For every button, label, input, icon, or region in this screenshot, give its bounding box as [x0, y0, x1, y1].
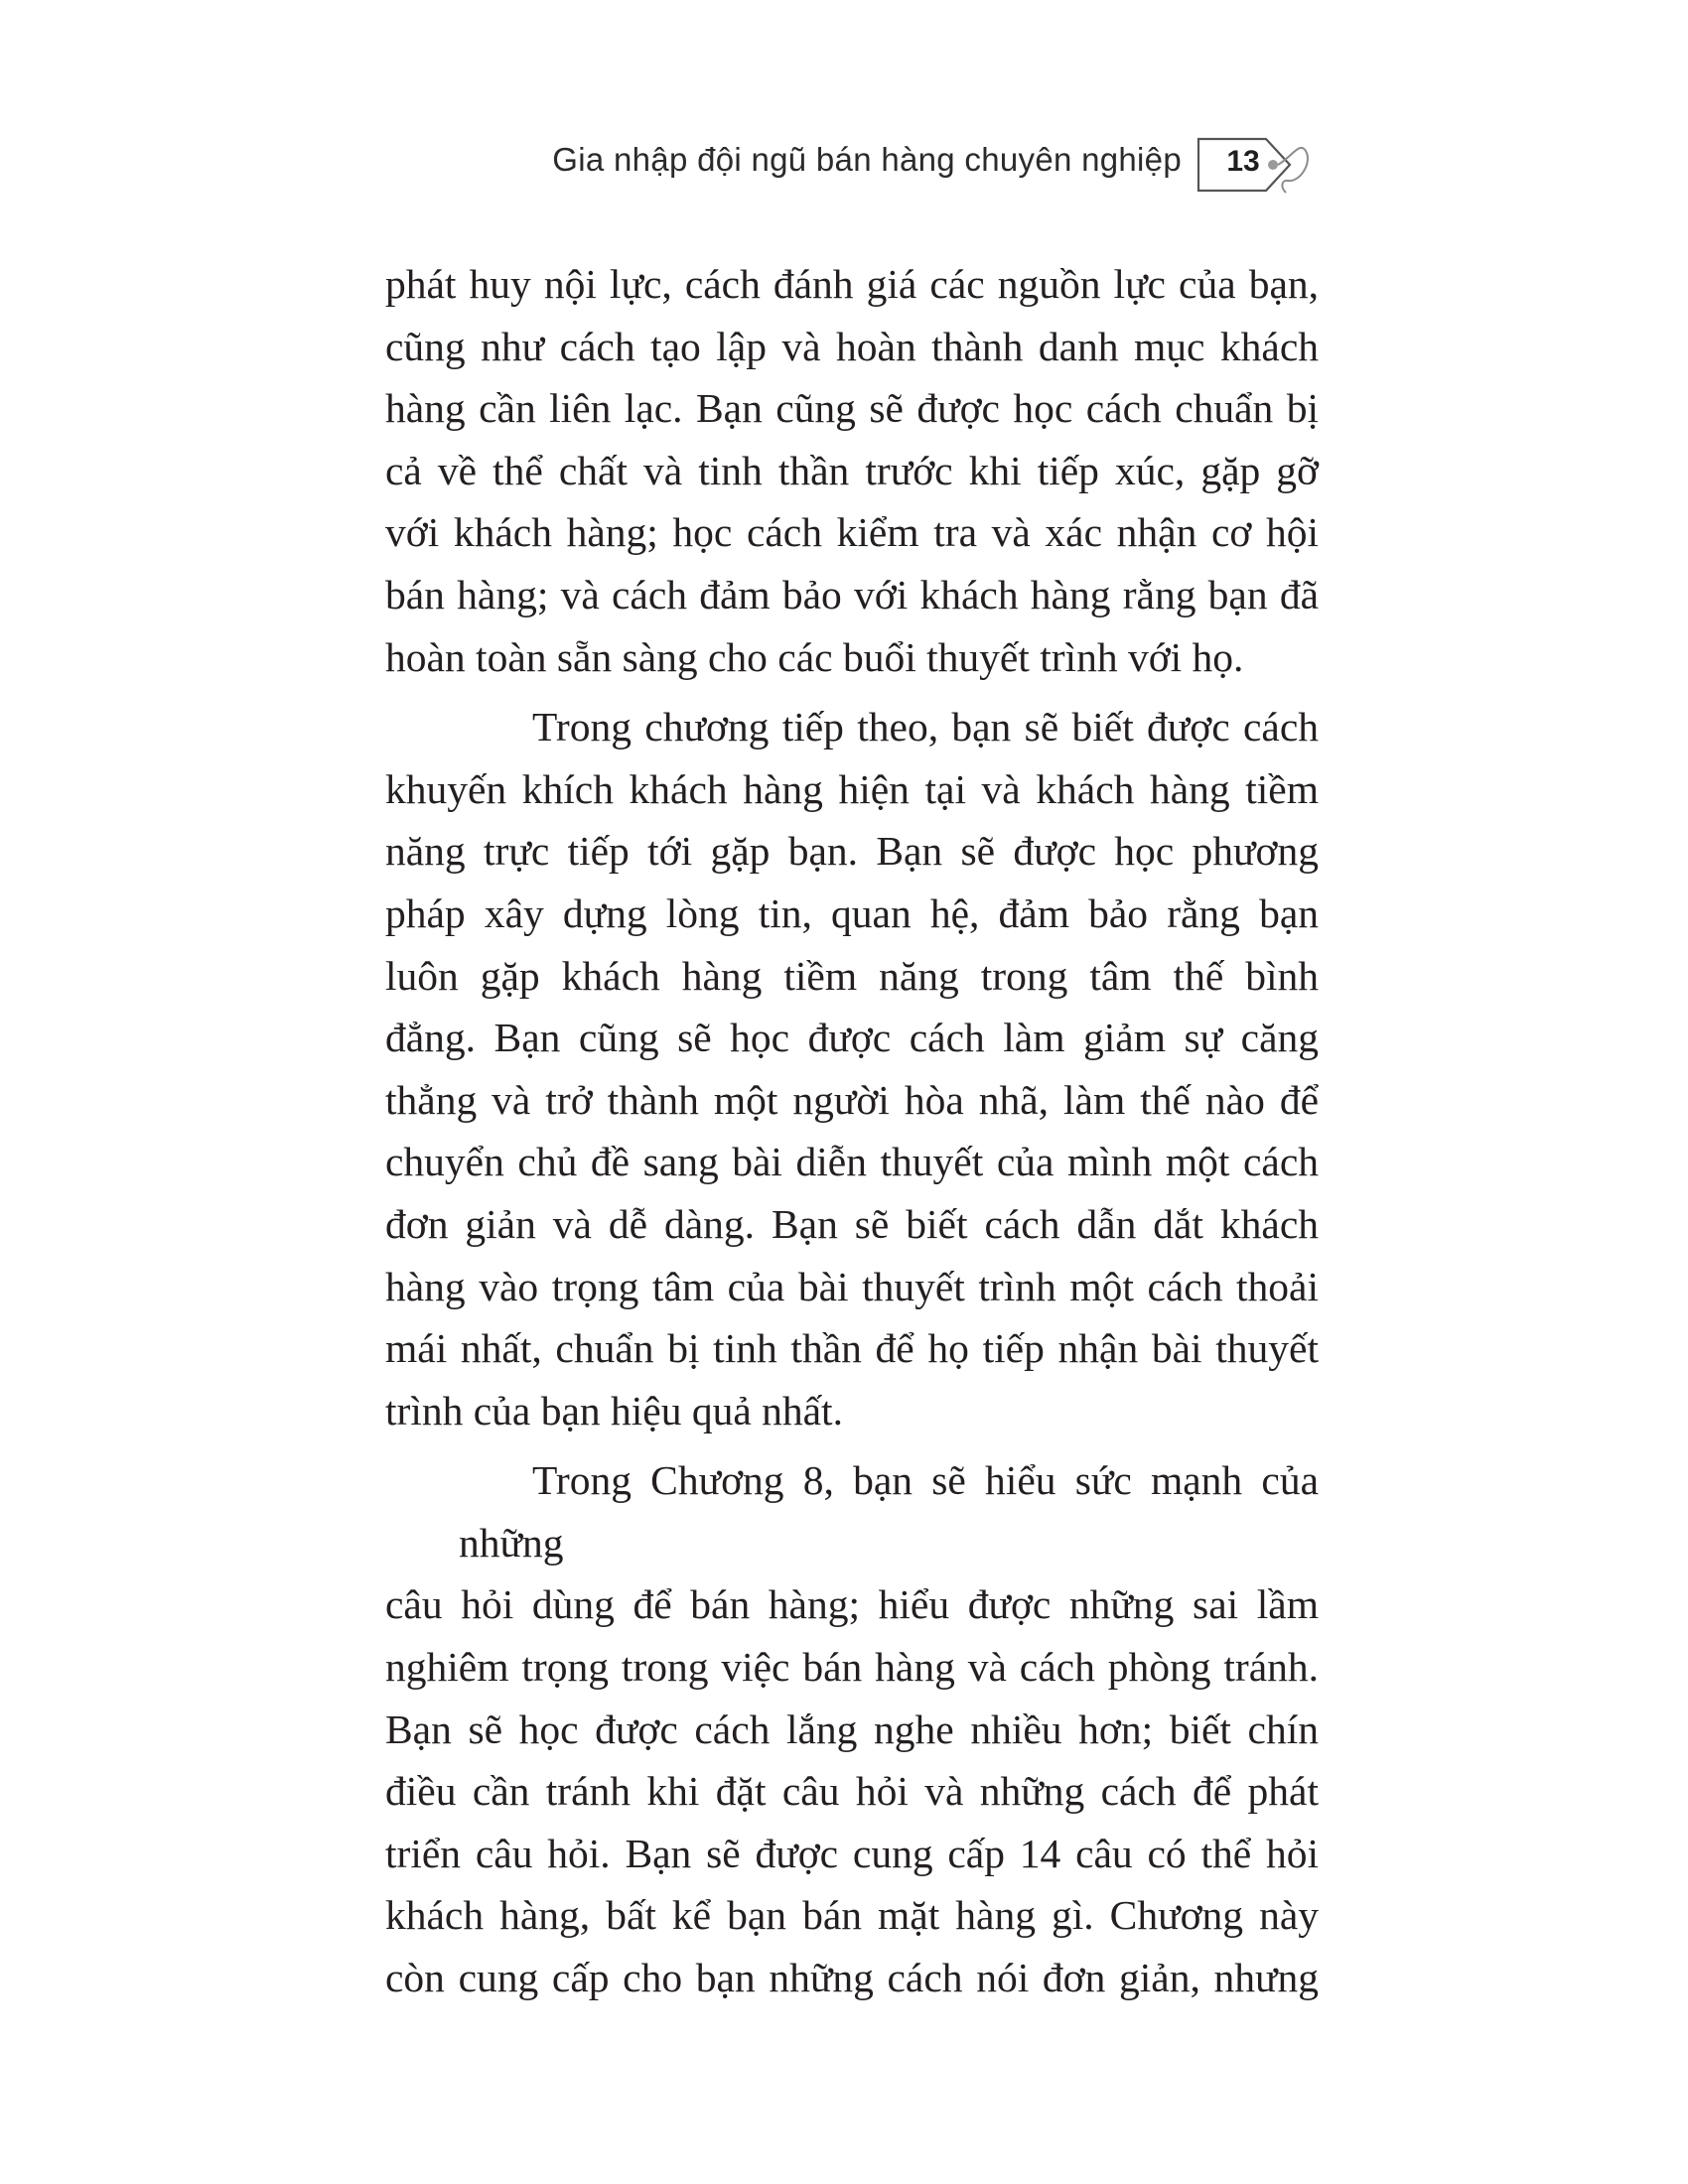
text-line: khách hàng, bất kể bạn bán mặt hàng gì. Chương này [385, 1892, 1319, 1939]
text-line: hàng vào trọng tâm của bài thuyết trình một cách thoải [385, 1263, 1319, 1309]
text-line: còn cung cấp cho bạn những cách nói đơn giản, nhưng [385, 1955, 1319, 2001]
text-line: trình của bạn hiệu quả nhất. [385, 1387, 843, 1433]
text-line: luôn gặp khách hàng tiềm năng trong tâm thế bình [385, 952, 1319, 999]
text-line: phát huy nội lực, cách đánh giá các nguồn lực của bạn, [385, 261, 1319, 307]
text-line: câu hỏi dùng để bán hàng; hiểu được những sai lầm [385, 1581, 1319, 1628]
paragraph [385, 696, 1319, 1441]
paragraph [385, 253, 1319, 688]
text-line: hàng cần liên lạc. Bạn cũng sẽ được học cách chuẩn bị [385, 385, 1319, 432]
text-line: Trong Chương 8, bạn sẽ hiểu sức mạnh của những [459, 1457, 1319, 1566]
text-line: Bạn sẽ học được cách lắng nghe nhiều hơn; biết chín [385, 1706, 1319, 1752]
body-text [385, 253, 1319, 2017]
running-header [0, 137, 1688, 197]
text-line: cả về thể chất và tinh thần trước khi tiếp xúc, gặp gỡ [385, 447, 1319, 493]
text-line: hoàn toàn sẵn sàng cho các buổi thuyết trình với họ. [385, 633, 1244, 680]
text-line: thẳng và trở thành một người hòa nhã, làm thế nào để [385, 1076, 1319, 1123]
page-number-tag [1196, 137, 1316, 199]
running-title: Gia nhập đội ngũ bán hàng chuyên nghiệp [552, 141, 1182, 178]
text-line: khuyến khích khách hàng hiện tại và khách hàng tiềm [385, 765, 1319, 812]
text-line: nghiêm trọng trong việc bán hàng và cách phòng tránh. [385, 1644, 1319, 1691]
text-line: với khách hàng; học cách kiểm tra và xác nhận cơ hội [385, 509, 1319, 556]
page-number: 13 [1226, 145, 1260, 178]
paragraph [385, 1449, 1319, 2008]
text-line: đẳng. Bạn cũng sẽ học được cách làm giảm sự căng [385, 1015, 1319, 1061]
text-line: đơn giản và dễ dàng. Bạn sẽ biết cách dẫn dắt khách [385, 1200, 1319, 1247]
text-line: năng trực tiếp tới gặp bạn. Bạn sẽ được học phương [385, 828, 1319, 875]
text-line: điều cần tránh khi đặt câu hỏi và những cách để phát [385, 1768, 1319, 1815]
text-line: Trong chương tiếp theo, bạn sẽ biết được cách [532, 704, 1319, 751]
text-line: cũng như cách tạo lập và hoàn thành danh mục khách [385, 323, 1319, 369]
text-line: pháp xây dựng lòng tin, quan hệ, đảm bảo rằng bạn [385, 889, 1319, 936]
text-line: triển câu hỏi. Bạn sẽ được cung cấp 14 câu có thể hỏi [385, 1830, 1319, 1876]
text-line: chuyển chủ đề sang bài diễn thuyết của mình một cách [385, 1139, 1319, 1185]
text-line: mái nhất, chuẩn bị tinh thần để họ tiếp nhận bài thuyết [385, 1325, 1319, 1372]
text-line: bán hàng; và cách đảm bảo với khách hàng rằng bạn đã [385, 571, 1319, 617]
